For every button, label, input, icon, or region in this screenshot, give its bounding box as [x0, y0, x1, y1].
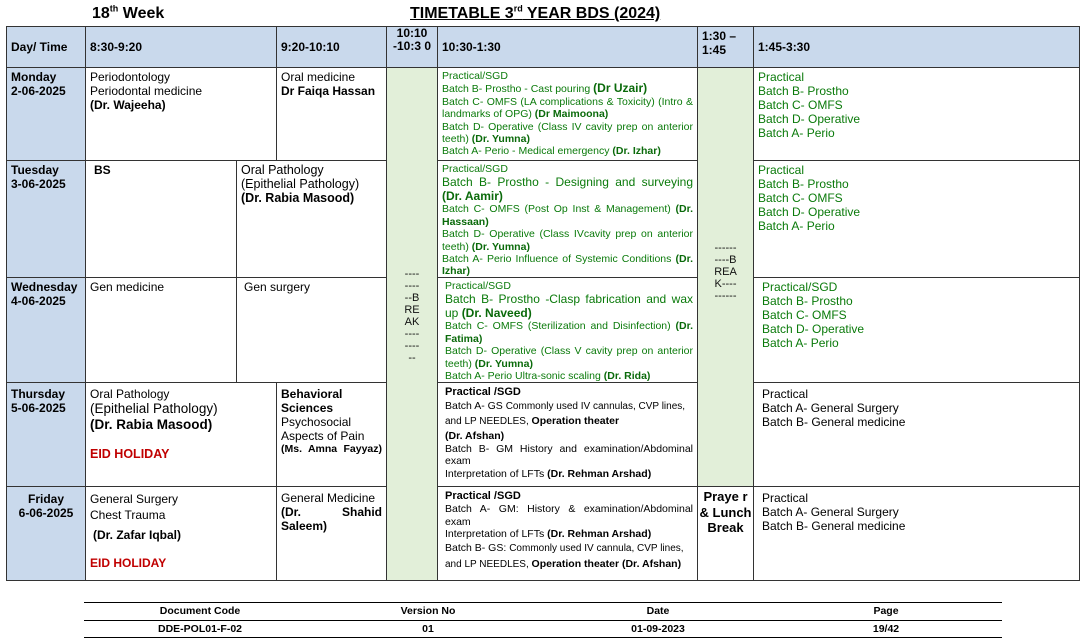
week-label: 18th Week	[92, 3, 165, 22]
footer-version: 01	[422, 623, 434, 635]
friday-col-1: General Surgery Chest Trauma (Dr. Zafar Iqbal) EID HOLIDAY	[85, 486, 277, 581]
footer-doc-code-label: Document Code	[159, 605, 241, 617]
wednesday-col-1: Gen medicine	[85, 277, 237, 383]
header-break-2: 1:30 – 1:45	[697, 26, 754, 68]
monday-col-1: Periodontology Periodontal medicine (Dr. Wajeeha)	[85, 67, 277, 161]
page-title: TIMETABLE 3rd YEAR BDS (2024)	[410, 3, 661, 22]
tuesday-practical: Practical/SGD Batch B- Prostho - Designing and surveying (Dr. Aamir) Batch C- OMFS (Post Op Inst & Management) (Dr. Hassaan) Batch D- Operative (Class IVcavity prep on anterior teeth) (Dr. Yumna) Batch A- Perio Influence of Systemic Conditions (Dr. Izhar)	[437, 160, 698, 278]
break-column-2: ------ ----B REA K---- ------	[697, 67, 754, 487]
wednesday-col-4: Practical/SGD Batch B- Prostho Batch C- OMFS Batch D- Operative Batch A- Perio	[753, 277, 1080, 383]
footer-top-line	[84, 602, 1002, 603]
day-friday: Friday 6-06-2025	[6, 486, 86, 581]
header-col-1: 8:30-9:20	[85, 26, 277, 68]
footer-page-label: Page	[873, 605, 899, 617]
day-thursday: Thursday 5-06-2025	[6, 382, 86, 487]
footer-date: 01-09-2023	[631, 623, 685, 635]
monday-col-4: Practical Batch B- Prostho Batch C- OMFS Batch D- Operative Batch A- Perio	[753, 67, 1080, 161]
thursday-practical: Practical /SGD Batch A- GS Commonly used IV cannulas, CVP lines, and LP NEEDLES, Operation theater (Dr. Afshan) Batch B- GM History and examination/Abdominal exam Interpretation of LFTs (Dr. Rehman Arshad)	[437, 382, 698, 487]
break-column-1: ---- ---- --B RE AK ---- ---- --	[386, 67, 438, 581]
header-col-3: 10:30-1:30	[437, 26, 698, 68]
monday-practical: Practical/SGD Batch B- Prostho - Cast pouring (Dr Uzair) Batch C- OMFS (LA complications & Toxicity) (Intro & landmarks of OPG) (Dr Maimoona) Batch D- Operative (Class IV cavity prep on anterior teeth) (Dr. Yumna) Batch A- Perio - Medical emergency (Dr. Izhar)	[437, 67, 698, 161]
footer-version-label: Version No	[400, 605, 456, 617]
thursday-col-2: Behavioral Sciences Psychosocial Aspects of Pain (Ms. Amna Fayyaz)	[276, 382, 387, 487]
prayer-break-cell: Praye r & Lunch Break	[697, 486, 754, 581]
header-day-time: Day/ Time	[6, 26, 86, 68]
day-monday: Monday 2-06-2025	[6, 67, 86, 161]
footer-bottom-line	[84, 637, 1002, 638]
footer-date-label: Date	[646, 605, 670, 617]
footer-mid-line	[84, 620, 1002, 621]
friday-col-4: Practical Batch A- General Surgery Batch B- General medicine	[753, 486, 1080, 581]
friday-practical: Practical /SGD Batch A- GM: History & examination/Abdominal exam Interpretation of LFTs (Dr. Rehman Arshad) Batch B- GS: Commonly used IV cannula, CVP lines, and LP NEEDLES, Operation theater (Dr. Afshan)	[437, 486, 698, 581]
wednesday-col-2: Gen surgery	[236, 277, 387, 383]
thursday-col-4: Practical Batch A- General Surgery Batch B- General medicine	[753, 382, 1080, 487]
friday-col-2: General Medicine (Dr. Shahid Saleem)	[276, 486, 387, 581]
footer-doc-code: DDE-POL01-F-02	[157, 623, 242, 635]
tuesday-col-2: Oral Pathology (Epithelial Pathology) (Dr. Rabia Masood)	[236, 160, 387, 278]
monday-col-2: Oral medicine Dr Faiqa Hassan	[276, 67, 387, 161]
header-break-1: 10:10 -10:3 0	[386, 26, 438, 68]
header-col-2: 9:20-10:10	[276, 26, 387, 68]
day-wednesday: Wednesday 4-06-2025	[6, 277, 86, 383]
footer-page: 19/42	[872, 623, 900, 635]
tuesday-col-4: Practical Batch B- Prostho Batch C- OMFS Batch D- Operative Batch A- Perio	[753, 160, 1080, 278]
tuesday-col-1: BS	[85, 160, 237, 278]
day-tuesday: Tuesday 3-06-2025	[6, 160, 86, 278]
header-col-4: 1:45-3:30	[753, 26, 1080, 68]
thursday-col-1: Oral Pathology (Epithelial Pathology) (Dr. Rabia Masood) EID HOLIDAY	[85, 382, 277, 487]
wednesday-practical: Practical/SGD Batch B- Prostho -Clasp fabrication and wax up (Dr. Naveed) Batch C- OMFS (Sterilization and Disinfection) (Dr. Fatima) Batch D- Operative (Class V cavity prep on anterior teeth) (Dr. Yumna) Batch A- Perio Ultra-sonic scaling (Dr. Rida)	[437, 277, 698, 383]
